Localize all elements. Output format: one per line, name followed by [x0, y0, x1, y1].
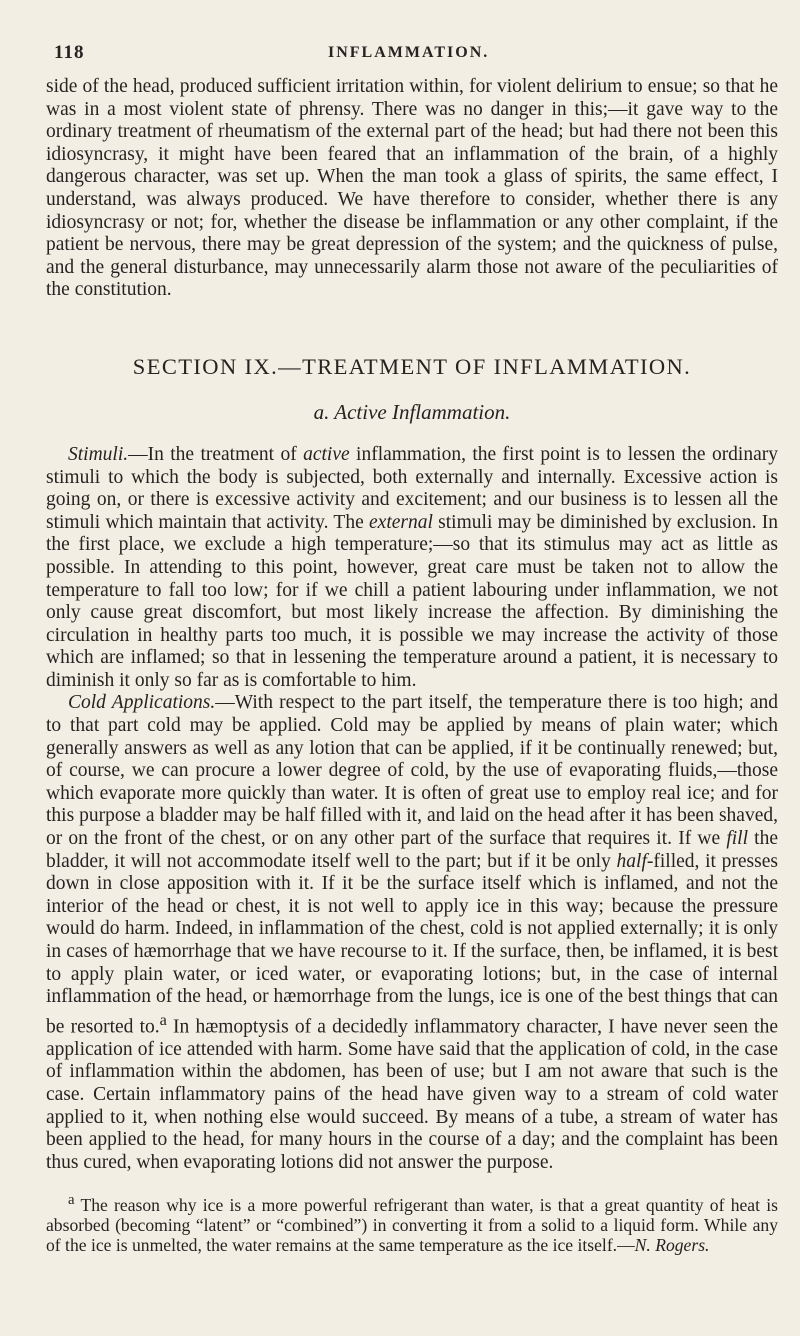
paragraph-cold-applications [46, 692, 778, 1174]
stimuli-text-b: inflammation, the first point is to lessen the ordinary stimuli to which the body is subjected, both externally and internally. Excessive action is going on, or there is excessive activity and excitement; and our business is to lessen all the stimuli which maintain that activity. The [46, 443, 778, 533]
footnote [46, 1190, 778, 1255]
cold-text-d: In hæmoptysis of a decidedly inflammatory character, I have never seen the application of ice attended with harm. Some have said that the application of cold, in the case of inflammation within the abdomen, has been of use; but I am not aware that such is the case. Certain inflammatory pains of the head have given way to a stream of cold water applied to it, when nothing else would succeed. By means of a tube, a stream of water has been applied to the head, for many hours in the course of a day; and the complaint has been thus cured, when evaporating lotions did not answer the purpose. [46, 1016, 778, 1173]
stimuli-text-a: —In the treatment of [128, 443, 304, 465]
cold-lead: Cold Applications. [68, 692, 216, 714]
stimuli-text-c: stimuli may be diminished by exclusion. In the first place, we exclude a high temperature;—so that its stimulus may act as little as possible. In attending to this point, however, great care must be taken not to allow the temperature to fall too low; for if we chill a patient labouring under inflammation, we not only cause great discomfort, but most likely increase the affection. By diminishing the circulation in healthy parts too much, it is possible we may increase the activity of those which are inflamed; so that in lessening the temperature around a patient, it is necessary to diminish it only so far as is comfortable to him. [46, 511, 778, 691]
cold-fill: fill [726, 828, 748, 850]
cold-text-c: -filled, it presses down in close apposition with it. If it be the surface itself which is inflamed, and not the interior of the head or chest, it is not well to apply ice in this way; because the pressure would do harm. Indeed, in inflammation of the chest, cold is not applied externally; it is only in cases of hæmorrhage that we have recourse to it. If the surface, then, be inflamed, it is best to apply plain water, or iced water, or evaporating lotions; but, in the case of internal inflammation of the head, or hæmorrhage from the lungs, ice is one of the best things that can be resorted to. [46, 850, 778, 1038]
running-head [46, 42, 778, 76]
footnote-reference: a [159, 1010, 167, 1029]
cold-half: half [616, 850, 647, 872]
paragraph-stimuli [46, 444, 778, 693]
stimuli-lead: Stimuli. [68, 443, 129, 465]
section-heading: SECTION IX.—TREATMENT OF INFLAMMATION. [132, 353, 692, 379]
footnote-text: The reason why ice is a more powerful refrigerant than water, is that a great quantity of heat is absorbed (becoming “latent” or “combined”) in converting it from a solid to a liquid form. While any of the ice is unmelted, the water remains at the same temperature as the ice itself.— [46, 1195, 778, 1256]
subsection-heading: a. Active Inflammation. [313, 399, 511, 424]
page-number: 118 [54, 42, 85, 63]
footnote-author: N. Rogers. [634, 1235, 710, 1256]
cold-text-a: —With respect to the part itself, the temperature there is too high; and to that part cold may be applied. Cold may be applied by means of plain water; which generally answers as well as any lotion that can be applied, if it be continually renewed; but, of course, we can procure a lower degree of cold, by the use of evaporating fluids,—those which evaporate more quickly than water. It is often of great use to employ real ice; and for this purpose a bladder may be half filled with it, and laid on the head after it has been shaved, or on the front of the chest, or on any other part of the surface that requires it. If we [46, 692, 778, 850]
paragraph-continued: side of the head, produced sufficient irritation within, for violent delirium to ensue; so that he was in a most violent state of phrensy. There was no danger in this;—it gave way to the ordinary treatment of rheumatism of the external part of the head; but had there not been this idiosyncrasy, it might have been feared that an inflammation of the brain, of a highly dangerous character, was set up. When the man took a glass of spirits, the same effect, I understand, was always produced. We have therefore to consider, whether there is any idiosyncrasy or not; for, whether the disease be inflammation or any other complaint, if the patient be nervous, there may be great depression of the system; and the quickness of pulse, and the general disturbance, may unnecessarily alarm those not aware of the peculiarities of the constitution. [46, 76, 778, 301]
stimuli-external: external [369, 511, 433, 533]
running-title: INFLAMMATION. [328, 44, 490, 61]
cold-text-b: the bladder, it will not accommodate itself well to the part; but if it be only [46, 828, 778, 872]
footnote-mark: a [68, 1192, 75, 1209]
stimuli-active: active [303, 443, 350, 465]
